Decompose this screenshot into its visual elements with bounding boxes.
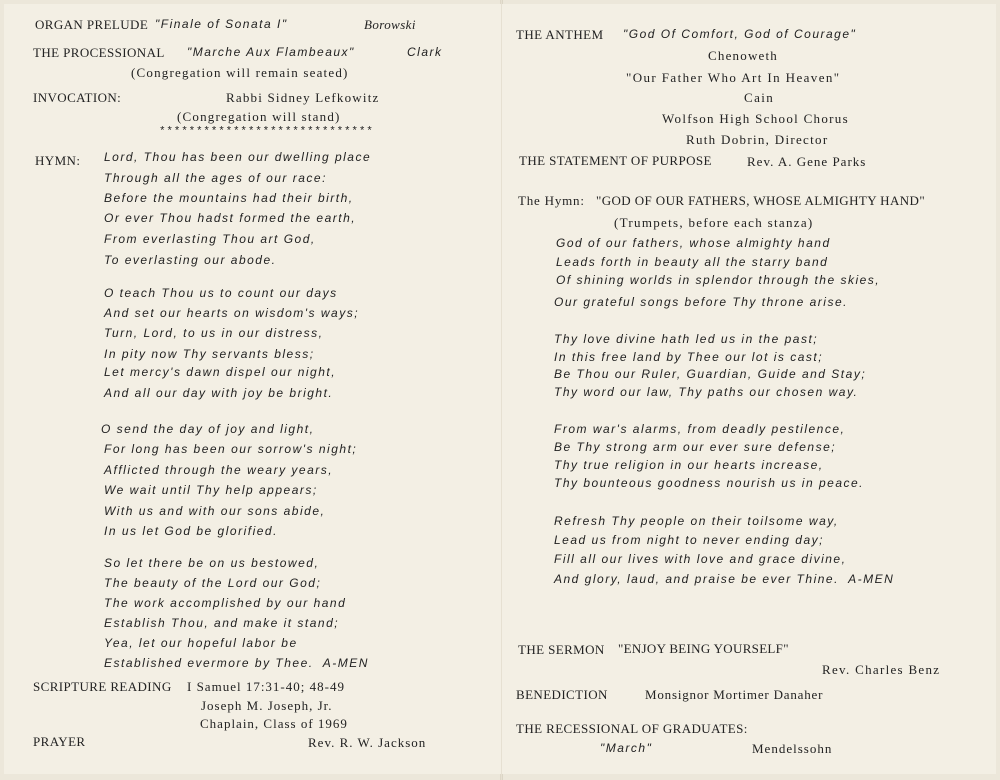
benediction-label: BENEDICTION: [516, 687, 608, 702]
hymn-line: Lead us from night to never ending day;: [554, 533, 824, 547]
hymn-line: Through all the ages of our race:: [104, 171, 327, 185]
hymn-line: Lord, Thou has been our dwelling place: [104, 150, 372, 164]
hymn-line: In us let God be glorified.: [104, 524, 278, 538]
divider-stars: *****************************: [159, 126, 374, 138]
hymn-line: Of shining worlds in splendor through the skies,: [556, 273, 881, 287]
invocation-note: (Congregation will stand): [177, 109, 341, 124]
hymn-label: HYMN:: [35, 153, 81, 168]
hymn-line: Our grateful songs before Thy throne arise.: [554, 295, 848, 309]
processional-title: "Marche Aux Flambeaux": [187, 45, 355, 59]
anthem-director: Ruth Dobrin, Director: [686, 132, 829, 147]
right-page: [502, 4, 996, 774]
hymn-line: Refresh Thy people on their toilsome way,: [554, 514, 839, 528]
hymn-line: From everlasting Thou art God,: [104, 232, 316, 246]
processional-note: (Congregation will remain seated): [131, 65, 349, 80]
hymn-line: With us and with our sons abide,: [104, 504, 326, 518]
hymn-line: Thy word our law, Thy paths our chosen way.: [554, 385, 859, 399]
hymn-line: Or ever Thou hadst formed the earth,: [104, 211, 357, 225]
scripture-reference: I Samuel 17:31-40; 48-49: [187, 679, 345, 694]
hymn-line: Turn, Lord, to us in our distress,: [104, 326, 324, 340]
benediction-person: Monsignor Mortimer Danaher: [645, 687, 824, 702]
hymn-line: In pity now Thy servants bless;: [104, 347, 315, 361]
hymn-line: We wait until Thy help appears;: [104, 483, 318, 497]
hymn-line: O teach Thou us to count our days: [104, 286, 338, 300]
hymn-line: God of our fathers, whose almighty hand: [556, 236, 831, 250]
anthem-composer-1: Chenoweth: [708, 48, 779, 63]
anthem-label: THE ANTHEM: [516, 27, 604, 42]
hymn-line: To everlasting our abode.: [104, 253, 277, 267]
hymn-title-right: "GOD OF OUR FATHERS, WHOSE ALMIGHTY HAND": [596, 193, 926, 208]
prayer-person: Rev. R. W. Jackson: [308, 735, 427, 750]
hymn-label-right: The Hymn:: [518, 193, 585, 208]
left-page: [4, 4, 501, 774]
hymn-line: Leads forth in beauty all the starry band: [556, 255, 829, 269]
hymn-line: And glory, laud, and praise be ever Thine. A-MEN: [554, 572, 895, 586]
scripture-reader-title: Chaplain, Class of 1969: [200, 716, 348, 731]
hymn-line: Yea, let our hopeful labor be: [104, 636, 298, 650]
processional-composer: Clark: [407, 45, 443, 59]
recessional-title: "March": [600, 741, 653, 755]
hymn-line: Establish Thou, and make it stand;: [104, 616, 340, 630]
organ-prelude-label: ORGAN PRELUDE: [35, 17, 149, 32]
scripture-label: SCRIPTURE READING: [33, 679, 172, 694]
hymn-line: Let mercy's dawn dispel our night,: [104, 365, 337, 379]
processional-label: THE PROCESSIONAL: [33, 45, 165, 60]
invocation-label: INVOCATION:: [33, 90, 122, 105]
hymn-line: O send the day of joy and light,: [101, 422, 315, 436]
hymn-line: And all our day with joy be bright.: [104, 386, 334, 400]
hymn-line: Be Thou our Ruler, Guardian, Guide and Stay;: [554, 367, 867, 381]
hymn-line: And set our hearts on wisdom's ways;: [104, 306, 360, 320]
hymn-note-right: (Trumpets, before each stanza): [614, 215, 814, 230]
hymn-line: Established evermore by Thee. A-MEN: [104, 656, 369, 670]
hymn-line: Thy bounteous goodness nourish us in peace.: [554, 476, 865, 490]
hymn-line: So let there be on us bestowed,: [104, 556, 320, 570]
anthem-title-2: "Our Father Who Art In Heaven": [626, 70, 841, 85]
recessional-label: THE RECESSIONAL OF GRADUATES:: [516, 721, 748, 736]
hymn-line: From war's alarms, from deadly pestilence,: [554, 422, 846, 436]
sermon-label: THE SERMON: [518, 642, 605, 657]
anthem-composer-2: Cain: [744, 90, 775, 105]
sermon-person: Rev. Charles Benz: [822, 662, 941, 677]
invocation-person: Rabbi Sidney Lefkowitz: [226, 90, 380, 105]
hymn-line: The work accomplished by our hand: [104, 596, 347, 610]
statement-person: Rev. A. Gene Parks: [747, 154, 867, 169]
recessional-composer: Mendelssohn: [752, 741, 833, 756]
anthem-title-1: "God Of Comfort, God of Courage": [623, 27, 857, 41]
hymn-line: Thy true religion in our hearts increase,: [554, 458, 824, 472]
anthem-performer: Wolfson High School Chorus: [662, 111, 849, 126]
organ-prelude-composer: Borowski: [364, 17, 416, 32]
hymn-line: Fill all our lives with love and grace divine,: [554, 552, 847, 566]
hymn-line: Thy love divine hath led us in the past;: [554, 332, 819, 346]
hymn-line: For long has been our sorrow's night;: [104, 442, 358, 456]
prayer-label: PRAYER: [33, 734, 86, 749]
hymn-line: In this free land by Thee our lot is cast;: [554, 350, 824, 364]
hymn-line: Before the mountains had their birth,: [104, 191, 354, 205]
scripture-reader: Joseph M. Joseph, Jr.: [201, 698, 333, 713]
hymn-line: Be Thy strong arm our ever sure defense;: [554, 440, 837, 454]
statement-label: THE STATEMENT OF PURPOSE: [519, 153, 712, 168]
sermon-title: "ENJOY BEING YOURSELF": [618, 641, 789, 656]
organ-prelude-title: "Finale of Sonata I": [155, 17, 288, 31]
hymn-line: Afflicted through the weary years,: [104, 463, 334, 477]
hymn-line: The beauty of the Lord our God;: [104, 576, 322, 590]
